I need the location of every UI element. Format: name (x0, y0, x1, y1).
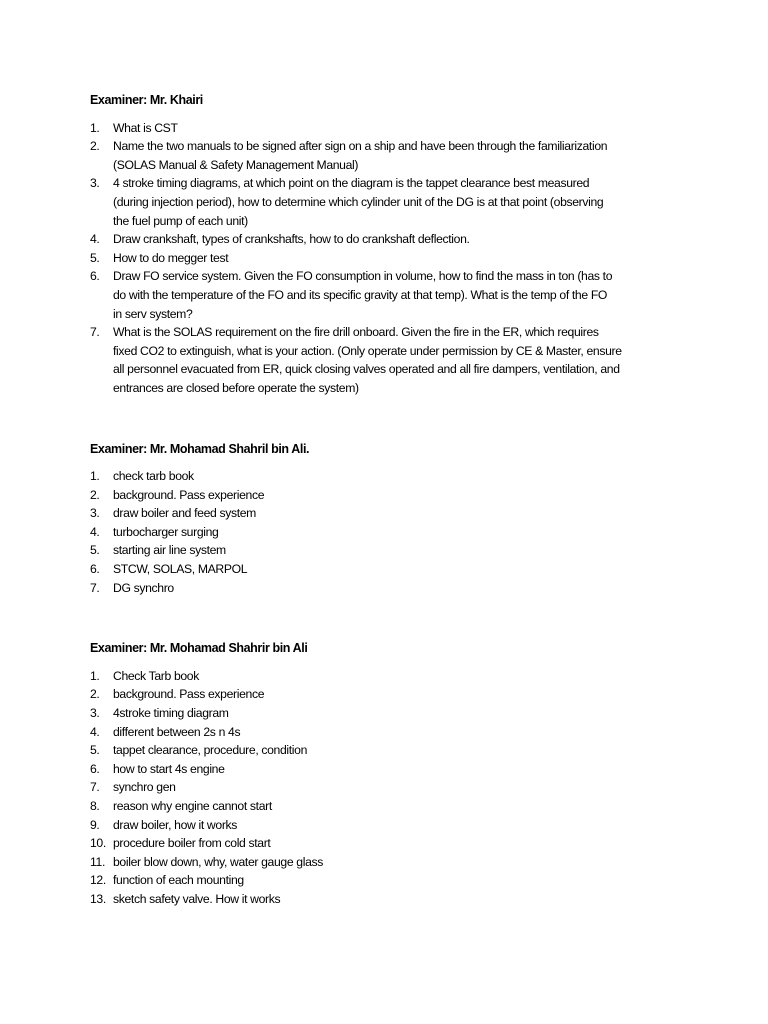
question-number: 2. (90, 687, 100, 702)
question-item (90, 816, 690, 835)
question-text-line: starting air line system (113, 543, 226, 558)
question-item (90, 797, 690, 816)
question-text-line: tappet clearance, procedure, condition (113, 743, 308, 758)
question-text-line: synchro gen (113, 780, 176, 795)
question-number: 1. (90, 668, 100, 683)
question-item (90, 560, 690, 579)
question-number: 12. (90, 873, 106, 888)
question-text-line: What is the SOLAS requirement on the fire drill onboard. Given the fire in the ER, which requires (113, 325, 599, 340)
question-number: 2. (90, 139, 100, 154)
question-number: 5. (90, 250, 100, 265)
question-item (90, 871, 690, 890)
question-text-line: how to start 4s engine (113, 761, 225, 776)
question-number: 1. (90, 469, 100, 484)
question-text-line: reason why engine cannot start (113, 799, 272, 813)
question-list (90, 119, 690, 398)
question-item (90, 504, 690, 523)
question-list (90, 667, 690, 909)
question-text-line: procedure boiler from cold start (113, 836, 271, 851)
question-text-line: What is CST (113, 120, 178, 135)
question-text-line: Check Tarb book (113, 668, 199, 683)
document-page (90, 91, 690, 909)
question-text-line: 4 stroke timing diagrams, at which point on the diagram is the tappet clearance best measured (113, 176, 590, 191)
question-text-line: Name the two manuals to be signed after sign on a ship and have been through the familiarization (113, 139, 608, 154)
question-number: 6. (90, 269, 100, 284)
question-item (90, 119, 690, 138)
question-text-line: function of each mounting (113, 873, 244, 888)
question-text-line: How to do megger test (113, 250, 229, 265)
question-item (90, 760, 690, 779)
question-text-line: in serv system? (113, 306, 193, 321)
question-number: 3. (90, 176, 100, 191)
question-number: 4. (90, 524, 100, 539)
question-item (90, 685, 690, 704)
question-number: 4. (90, 724, 100, 739)
question-item (90, 486, 690, 505)
question-item (90, 541, 690, 560)
question-text-line: all personnel evacuated from ER, quick closing valves operated and all fire dampers, ventilation, and (113, 362, 620, 377)
question-number: 4. (90, 232, 100, 247)
question-text-line: entrances are closed before operate the system) (113, 380, 359, 395)
question-item (90, 249, 690, 268)
question-item (90, 137, 690, 174)
question-number: 5. (90, 743, 100, 758)
question-text-line: DG synchro (113, 580, 174, 595)
question-number: 2. (90, 487, 100, 502)
question-item (90, 853, 690, 872)
question-item (90, 834, 690, 853)
question-text-line: do with the temperature of the FO and its specific gravity at that temp). What is the temp of the FO (113, 287, 608, 302)
examiner-section (90, 440, 690, 598)
question-number: 3. (90, 706, 100, 721)
question-text-line: background. Pass experience (113, 687, 265, 702)
examiner-section (90, 639, 690, 908)
question-text-line: 4stroke timing diagram (113, 706, 229, 721)
question-number: 3. (90, 506, 100, 521)
question-text-line: Draw crankshaft, types of crankshafts, how to do crankshaft deflection. (113, 232, 470, 247)
question-item (90, 174, 690, 230)
question-text-line: sketch safety valve. How it works (113, 891, 281, 906)
question-text-line: different between 2s n 4s (113, 724, 241, 739)
question-text-line: fixed CO2 to extinguish, what is your action. (Only operate under permission by CE & Master, ensure (113, 343, 622, 358)
question-text-line: background. Pass experience (113, 487, 265, 502)
examiner-heading: Examiner: Mr. Mohamad Shahril bin Ali. (90, 441, 310, 456)
question-item (90, 667, 690, 686)
question-text-line: check tarb book (113, 469, 194, 484)
question-text-line: draw boiler and feed system (113, 506, 256, 521)
question-number: 7. (90, 580, 100, 595)
question-number: 1. (90, 120, 100, 135)
question-text-line: turbocharger surging (113, 524, 219, 539)
question-item (90, 704, 690, 723)
question-number: 7. (90, 325, 100, 340)
question-item (90, 723, 690, 742)
examiner-section (90, 91, 690, 398)
question-text-line: Draw FO service system. Given the FO consumption in volume, how to find the mass in ton (has to (113, 269, 613, 284)
question-item (90, 467, 690, 486)
question-text-line: the fuel pump of each unit) (113, 213, 248, 228)
question-item (90, 230, 690, 249)
examiner-heading: Examiner: Mr. Mohamad Shahrir bin Ali (90, 641, 308, 656)
question-text-line: (SOLAS Manual & Safety Management Manual) (113, 157, 359, 172)
question-item (90, 267, 690, 323)
question-item (90, 890, 690, 909)
question-number: 9. (90, 817, 100, 832)
question-number: 7. (90, 780, 100, 795)
question-item (90, 323, 690, 397)
question-item (90, 741, 690, 760)
question-number: 5. (90, 543, 100, 558)
question-number: 13. (90, 891, 106, 906)
question-text-line: (during injection period), how to determine which cylinder unit of the DG is at that point (observing (113, 194, 604, 209)
question-item (90, 579, 690, 598)
question-text-line: boiler blow down, why, water gauge glass (113, 854, 324, 869)
question-text-line: draw boiler, how it works (113, 817, 238, 832)
question-number: 8. (90, 799, 100, 813)
question-number: 6. (90, 562, 100, 577)
question-number: 10. (90, 836, 106, 851)
question-item (90, 523, 690, 542)
question-number: 11. (90, 854, 105, 869)
examiner-heading: Examiner: Mr. Khairi (90, 93, 203, 107)
question-list (90, 467, 690, 597)
question-number: 6. (90, 761, 100, 776)
question-text-line: STCW, SOLAS, MARPOL (113, 562, 248, 577)
question-item (90, 778, 690, 797)
